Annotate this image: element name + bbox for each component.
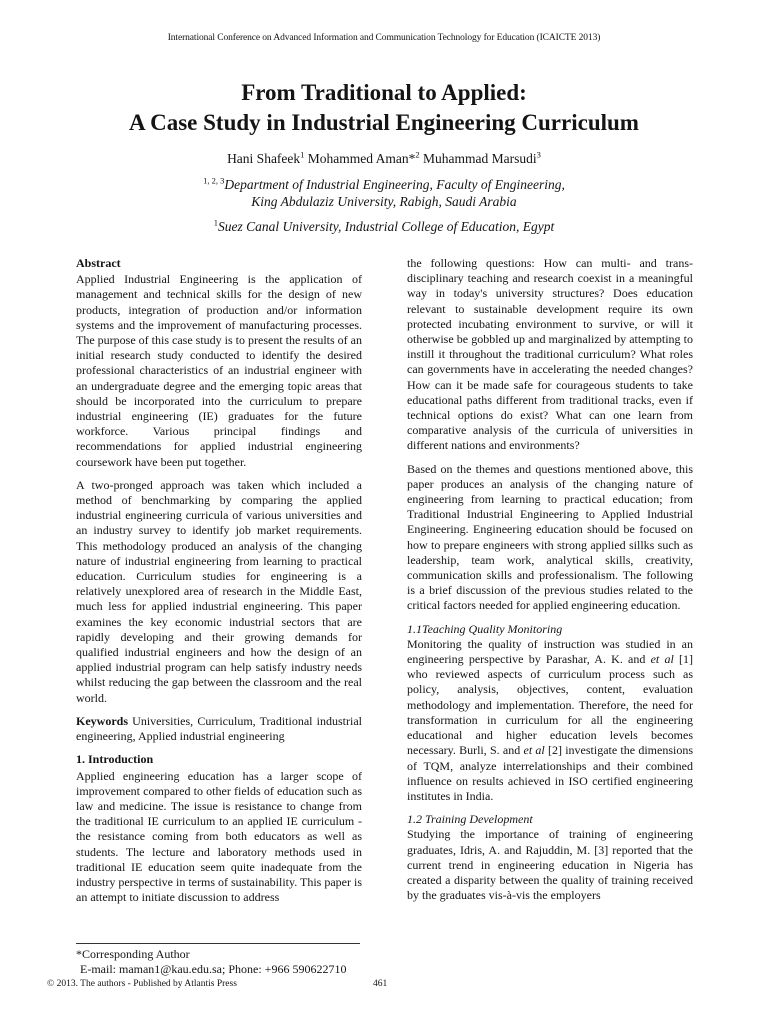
intro-questions-paragraph: the following questions: How can multi- and trans-disciplinary teaching and research coexist in a meaningful way in today's university structures? Does education relevant to sustainable development require its own protected incubating environment to survive, or will it otherwise be gobbled up and marginalized by attempting to instill it throughout the traditional curriculum? What roles can governments have in accelerating the needed changes? How can it be made safe for courageous students to take educational paths different from traditional tracks, even if technical options do exist? What can one learn from comparative analysis of the curricula of universities in different nations and environments?: [407, 256, 693, 453]
introduction-paragraph-1: Applied engineering education has a larger scope of improvement compared to other fields of education such as law and medicine. The issue is resistance to change from the traditional IE curriculum to an applied IE curriculum - the resistance coming from both educators as well as students. The lecture and laboratory methods used in traditional IE education seem quite inadequate from the industry perspective in terms of sustainability. This paper is an attempt to initiate discussion to address: [76, 768, 362, 905]
affiliation-1-sup: 1, 2, 3: [203, 175, 225, 186]
section-1-1-text-a: Monitoring the quality of instruction was studied in an engineering perspective by Parashar, A. K. and: [407, 636, 693, 667]
affiliation-2: [0, 218, 768, 235]
footnote-rule: [76, 943, 360, 944]
et-al-2: et al: [523, 743, 545, 758]
running-head: International Conference on Advanced Information and Communication Technology for Education (ICAICTE 2013): [167, 33, 601, 43]
keywords-text: Universities, Curriculum, Traditional industrial engineering, Applied industrial engineering: [76, 713, 362, 744]
author-1: Hani Shafeek: [227, 151, 301, 166]
contact-details: E-mail: maman1@kau.edu.sa; Phone: +966 590622710: [80, 962, 347, 976]
affiliation-2-text: Suez Canal University, Industrial College of Education, Egypt: [217, 219, 555, 234]
abstract-heading: Abstract: [76, 256, 121, 270]
keywords-label: Keywords: [76, 713, 128, 728]
author-1-sup: 1: [300, 149, 305, 160]
keywords: [76, 714, 362, 744]
author-2: Mohammed Aman*: [304, 151, 416, 166]
section-1-2-paragraph: Studying the importance of training of engineering graduates, Idris, A. and Rajuddin, M. [3] reported that the current trend in engineering education in Nigeria has created a disparity between the quality of training received by the graduates vis-à-vis the employers: [407, 827, 693, 903]
section-1-2-heading: 1.2 Training Development: [407, 812, 533, 827]
affiliation-1: [0, 176, 768, 210]
affiliation-1-line-1: Department of Industrial Engineering, Faculty of Engineering,: [224, 177, 565, 192]
abstract-paragraph-1: Applied Industrial Engineering is the application of management and technical skills for the design of new products, integration of production and/or information systems and the improvement of manufacturing processes. The purpose of this case study is to present the results of an initial research study conducted to identify the desired professional characteristics of an industrial engineer with an undergraduate degree and the emerging topic areas that should be incorporated into the curriculum to prepare industrial engineering (IE) graduates for the future workforce. Various principal findings and recommendations for applied industrial engineering coursework have been put together.: [76, 272, 362, 469]
section-1-1-text-c: [2] investigate the dimensions of TQM, analyze interrelationships and their combined influence on results achieved in ISO certified engineering institutes in India.: [407, 743, 693, 803]
section-1-1-heading: 1.1Teaching Quality Monitoring: [407, 621, 563, 636]
paper-title: [0, 78, 768, 138]
page-number: 461: [373, 979, 388, 989]
title-line-1: From Traditional to Applied:: [241, 80, 527, 105]
author-3-sup: 3: [536, 149, 541, 160]
right-column: [407, 256, 693, 911]
author-2-sup: 2: [415, 149, 420, 160]
abstract-paragraph-2: A two-pronged approach was taken which included a method of benchmarking by comparing the applied industrial engineering curricula of various universities and an industry survey to identify job market requirements. This methodology produced an analysis of the changing nature of industrial engineering from learning to practical education. Curriculum studies for engineering is a relatively unexplored area of research in the Middle East, much less for applied industrial engineering. This paper examines the key economic industrial sectors that are rapidly developing and their growing demands for qualified industrial engineers and how the design of an applied industrial program can help satisfy industry needs whilst reducing the gap between the classroom and the real world.: [76, 477, 362, 705]
author-3: Muhammad Marsudi: [419, 151, 537, 166]
et-al-1: et al: [650, 652, 674, 667]
section-1-1-text-b: [1] who reviewed aspects of curriculum process such as policy, analysis, objectives, content, evaluation methodology and implementation. Therefore, the need for transformation in curriculum for all the engineering educational and higher education levels becomes necessary. Burli, S. and: [407, 652, 693, 758]
intro-themes-paragraph: Based on the themes and questions mentioned above, this paper produces an analysis of the changing nature of engineering from learning to practical education; from Traditional Industrial Engineering to Applied Industrial Engineering. Engineering education should be focused on how to prepare engineers with strong applied sillks such as leadership, team work, analytical skills, creativity, communication skills and professionalism. The following is a brief discussion of the previous studies related to the critical factors needed for applied engineering education.: [407, 461, 693, 613]
author-list: [0, 151, 768, 167]
affiliation-1-line-2: King Abdulaziz University, Rabigh, Saudi Arabia: [251, 194, 517, 209]
corresponding-author-note: *Corresponding Author: [76, 947, 190, 961]
left-column: [76, 256, 362, 913]
copyright-notice: © 2013. The authors - Published by Atlantis Press: [47, 979, 237, 989]
affiliation-2-sup: 1: [213, 217, 218, 228]
introduction-heading: 1. Introduction: [76, 752, 154, 767]
section-1-1-paragraph: [407, 637, 693, 804]
title-line-2: A Case Study in Industrial Engineering Curriculum: [129, 110, 639, 135]
